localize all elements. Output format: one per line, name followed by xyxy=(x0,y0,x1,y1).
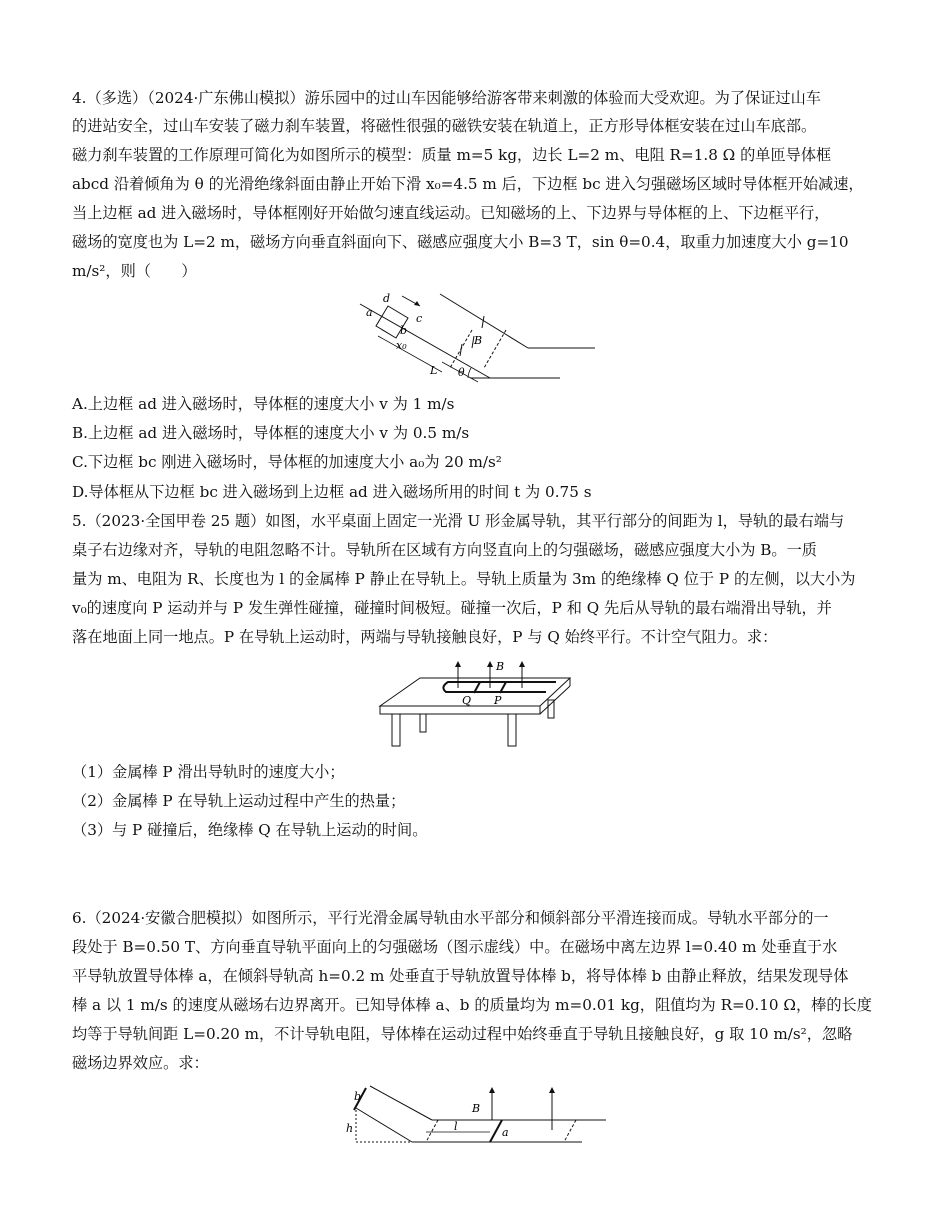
label-B: B xyxy=(474,334,483,347)
field-left-boundary xyxy=(426,1120,438,1142)
q5-table-figure xyxy=(376,656,572,750)
b-arrowhead xyxy=(519,661,525,667)
label-x0: x₀ xyxy=(396,339,407,352)
q5-line: 桌子右边缘对齐，导轨的电阻忽略不计。导轨所在区域有方向竖直向上的匀强磁场，磁感应强度大小为 B。一质 xyxy=(72,541,817,559)
upper-rail xyxy=(440,294,528,348)
b-field-arrow xyxy=(460,344,462,356)
table-leg xyxy=(508,714,516,746)
b-arrowhead xyxy=(455,661,461,667)
label-a: a xyxy=(502,1126,509,1139)
b-arrowhead xyxy=(489,1087,495,1093)
field-right-boundary xyxy=(564,1120,576,1142)
table-edge xyxy=(380,706,540,714)
field-boundary-lower xyxy=(484,330,506,368)
theta-arc xyxy=(468,368,471,378)
table-edge-side xyxy=(540,686,570,714)
label-l: l xyxy=(454,1120,458,1133)
q6-line: 6.（2024·安徽合肥模拟）如图所示，平行光滑金属导轨由水平部分和倾斜部分平滑连接而成。导轨水平部分的一 xyxy=(72,909,829,927)
incline-rail-bottom xyxy=(356,1108,412,1142)
label-b: b xyxy=(400,324,408,337)
q4-incline-figure xyxy=(350,288,610,384)
table-leg xyxy=(548,700,554,718)
label-d: d xyxy=(383,292,391,305)
q5-line: 量为 m、电阻为 R、长度也为 l 的金属棒 P 静止在导轨上。导轨上质量为 3m 的绝缘棒 Q 位于 P 的左侧，以大小为 xyxy=(72,570,856,588)
q6-line: 均等于导轨间距 L=0.20 m，不计导轨电阻，导体棒在运动过程中始终垂直于导轨且接触良好，g 取 10 m/s²，忽略 xyxy=(72,1025,853,1043)
q5-line: 落在地面上同一地点。P 在导轨上运动时，两端与导轨接触良好，P 与 Q 始终平行。不计空气阻力。求： xyxy=(72,628,778,646)
q4-line: abcd 沿着倾角为 θ 的光滑绝缘斜面由静止开始下滑 x₀=4.5 m 后，下边框 bc 进入匀强磁场区域时导体框开始减速， xyxy=(72,175,864,193)
q4-line: 磁场的宽度也为 L=2 m，磁场方向垂直斜面向下、磁感应强度大小 B=3 T，sin θ=0.4，取重力加速度大小 g=10 xyxy=(72,233,849,251)
b-arrowhead xyxy=(487,661,493,667)
q6-line: 段处于 B=0.50 T、方向垂直导轨平面向上的匀强磁场（图示虚线）中。在磁场中离左边界 l=0.40 m 处垂直于水 xyxy=(72,938,838,956)
label-L: L xyxy=(430,364,438,377)
b-field-arrow xyxy=(482,316,484,328)
rod-a xyxy=(490,1120,502,1142)
q6-line: 平导轨放置导体棒 a，在倾斜导轨高 h=0.2 m 处垂直于导轨放置导体棒 b，将导体棒 b 由静止释放，结果发现导体 xyxy=(72,967,849,985)
q4-line: 磁力刹车装置的工作原理可简化为如图所示的模型：质量 m=5 kg，边长 L=2 m、电阻 R=1.8 Ω 的单匝导体框 xyxy=(72,146,832,164)
label-P: P xyxy=(494,694,502,707)
label-b: b xyxy=(354,1090,362,1103)
label-Q: Q xyxy=(462,694,472,707)
q4-line: m/s²，则（ ） xyxy=(72,262,197,280)
incline-rail-top xyxy=(370,1086,432,1120)
label-B: B xyxy=(472,1102,481,1115)
q4-option-d: D.导体框从下边框 bc 进入磁场到上边框 ad 进入磁场所用的时间 t 为 0.75 s xyxy=(72,483,592,501)
q4-option-b: B.上边框 ad 进入磁场时，导体框的速度大小 v 为 0.5 m/s xyxy=(72,424,470,442)
q6-line: 磁场边界效应。求： xyxy=(72,1054,209,1072)
u-rail xyxy=(443,682,556,692)
label-theta: θ xyxy=(458,366,465,379)
label-c: c xyxy=(416,312,423,325)
q6-line: 棒 a 以 1 m/s 的速度从磁场右边界离开。已知导体棒 a、b 的质量均为 m=0.01 kg，阻值均为 R=0.10 Ω，棒的长度 xyxy=(72,996,872,1014)
table-leg xyxy=(392,714,400,746)
q5-subquestion-1: （1）金属棒 P 滑出导轨时的速度大小； xyxy=(72,763,345,781)
q5-line: v₀的速度向 P 运动并与 P 发生弹性碰撞，碰撞时间极短。碰撞一次后，P 和 Q 先后从导轨的最右端滑出导轨，并 xyxy=(72,599,832,617)
b-arrowhead xyxy=(549,1087,555,1093)
q4-line: 4.（多选）（2024·广东佛山模拟）游乐园中的过山车因能够给游客带来刺激的体验而大受欢迎。为了保证过山车 xyxy=(72,89,821,107)
label-h: h xyxy=(346,1122,354,1135)
q6-rail-figure xyxy=(342,1080,612,1150)
incline-line xyxy=(360,304,490,378)
q4-option-c: C.下边框 bc 刚进入磁场时，导体框的加速度大小 a₀为 20 m/s² xyxy=(72,453,502,471)
q4-line: 的进站安全，过山车安装了磁力刹车装置，将磁性很强的磁铁安装在轨道上，正方形导体框安装在过山车底部。 xyxy=(72,117,817,135)
label-a: a xyxy=(366,306,373,319)
q4-line: 当上边框 ad 进入磁场时，导体框刚好开始做匀速直线运动。已知磁场的上、下边界与导体框的上、下边框平行， xyxy=(72,204,830,222)
q5-subquestion-3: （3）与 P 碰撞后，绝缘棒 Q 在导轨上运动的时间。 xyxy=(72,821,428,839)
q5-line: 5.（2023·全国甲卷 25 题）如图，水平桌面上固定一光滑 U 形金属导轨，其平行部分的间距为 l，导轨的最右端与 xyxy=(72,512,845,530)
label-B: B xyxy=(496,660,505,673)
table-leg xyxy=(420,714,426,732)
q4-option-a: A.上边框 ad 进入磁场时，导体框的速度大小 v 为 1 m/s xyxy=(72,395,455,413)
q5-subquestion-2: （2）金属棒 P 在导轨上运动过程中产生的热量； xyxy=(72,792,406,810)
